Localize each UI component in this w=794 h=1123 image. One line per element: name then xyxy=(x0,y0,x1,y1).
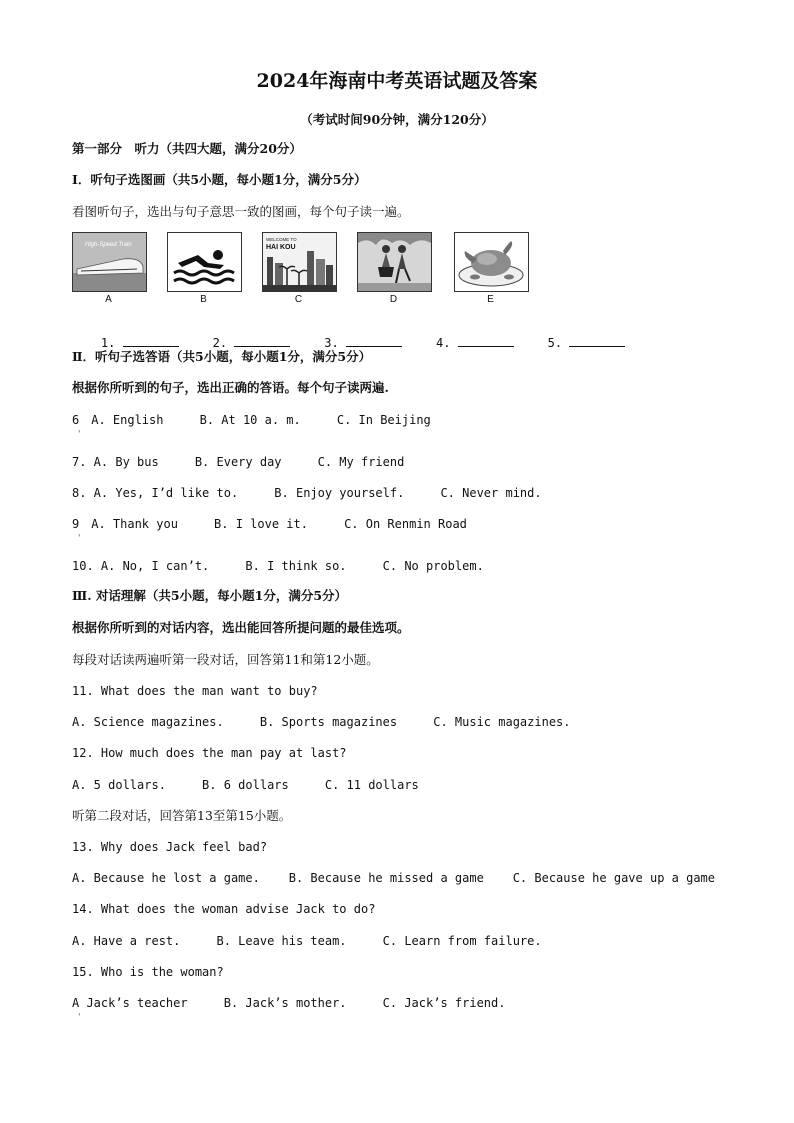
question-7: 7. A. By bus B. Every day C. My friend xyxy=(72,455,405,469)
question-14: 14. What does the woman advise Jack to do? xyxy=(72,902,376,916)
question-12: 12. How much does the man pay at last? xyxy=(72,746,347,760)
high-speed-train-icon xyxy=(73,233,146,291)
options-12: A. 5 dollars. B. 6 dollars C. 11 dollars xyxy=(72,778,419,792)
answer-blank-5[interactable] xyxy=(569,335,625,347)
picture-a xyxy=(72,232,147,292)
question-6: 6 A. English B. At 10 a. m. C. In Beijing xyxy=(72,413,431,427)
picture-b xyxy=(167,232,242,292)
question-10: 10. A. No, I can’t. B. I think so. C. No problem. xyxy=(72,559,484,573)
picture-e xyxy=(454,232,529,292)
blank-3-label: 3. xyxy=(324,336,339,350)
svg-text:HAI KOU: HAI KOU xyxy=(266,244,296,251)
options-14: A. Have a rest. B. Leave his team. C. Learn from failure. xyxy=(72,934,542,948)
section-three-instruction: 根据你所听到的对话内容，选出能回答所提问题的最佳选项。 xyxy=(72,620,410,635)
part-one-heading: 第一部分 听力（共四大题，满分20分） xyxy=(72,141,302,156)
exam-info: （考试时间90分钟，满分120分） xyxy=(300,112,494,127)
question-13: 13. Why does Jack feel bad? xyxy=(72,840,268,854)
dialog-one-intro: 每段对话读两遍听第一段对话，回答第11和第12小题。 xyxy=(72,652,379,667)
section-one-instruction: 看图听句子，选出与句子意思一致的图画，每个句子读一遍。 xyxy=(72,204,410,219)
blank-5-label: 5. xyxy=(547,336,563,350)
answer-blank-3[interactable] xyxy=(346,335,402,347)
options-15: A Jack’s teacher B. Jack’s mother. C. Jack’s friend. xyxy=(72,996,506,1010)
options-13: A. Because he lost a game. B. Because he missed a game C. Because he gave up a game xyxy=(72,871,715,885)
section-two-instruction: 根据你所听到的句子，选出正确的答语。每个句子读两遍. xyxy=(72,380,389,395)
dialog-two-intro: 听第二段对话，回答第13至第15小题。 xyxy=(72,808,292,823)
stray-mark: ' xyxy=(78,430,81,440)
question-11: 11. What does the man want to buy? xyxy=(72,684,318,698)
picture-c xyxy=(262,232,337,292)
section-one-heading: Ⅰ．听句子选图画（共5小题，每小题1分，满分5分） xyxy=(72,172,367,187)
picture-label-b: B xyxy=(200,294,207,305)
blank-2-label: 2. xyxy=(212,336,228,350)
stray-mark: ' xyxy=(78,534,81,544)
picture-label-a: A xyxy=(105,294,112,305)
blank-4-label: 4. xyxy=(435,336,451,350)
roast-chicken-icon xyxy=(455,233,528,291)
svg-text:WELCOME TO: WELCOME TO xyxy=(266,237,297,242)
question-15: 15. Who is the woman? xyxy=(72,965,224,979)
blank-1-label: 1. xyxy=(100,336,116,350)
swimmer-icon xyxy=(168,233,241,291)
stray-mark: ' xyxy=(78,1013,81,1023)
options-11: A. Science magazines. B. Sports magazines C. Music magazines. xyxy=(72,715,571,729)
picture-d xyxy=(357,232,432,292)
picture-label-c: C xyxy=(294,294,303,305)
dancers-icon xyxy=(358,233,431,291)
picture-label-d: D xyxy=(389,294,398,305)
page-title: 2024年海南中考英语试题及答案 xyxy=(256,70,538,92)
picture-a-caption: High-Speed Train xyxy=(85,242,132,248)
section-three-heading: Ⅲ. 对话理解（共5小题，每小题1分，满分5分） xyxy=(72,588,348,603)
section-two-heading: Ⅱ．听句子选答语（共5小题，每小题1分，满分5分） xyxy=(72,349,372,364)
answer-blank-1[interactable] xyxy=(123,335,179,347)
question-9: 9 A. Thank you B. I love it. C. On Renmin Road xyxy=(72,517,467,531)
answer-blank-4[interactable] xyxy=(458,335,514,347)
answer-blank-2[interactable] xyxy=(234,335,290,347)
question-8: 8. A. Yes, I’d like to. B. Enjoy yourself. C. Never mind. xyxy=(72,486,542,500)
haikou-skyline-icon xyxy=(263,233,336,291)
picture-label-e: E xyxy=(487,294,494,305)
